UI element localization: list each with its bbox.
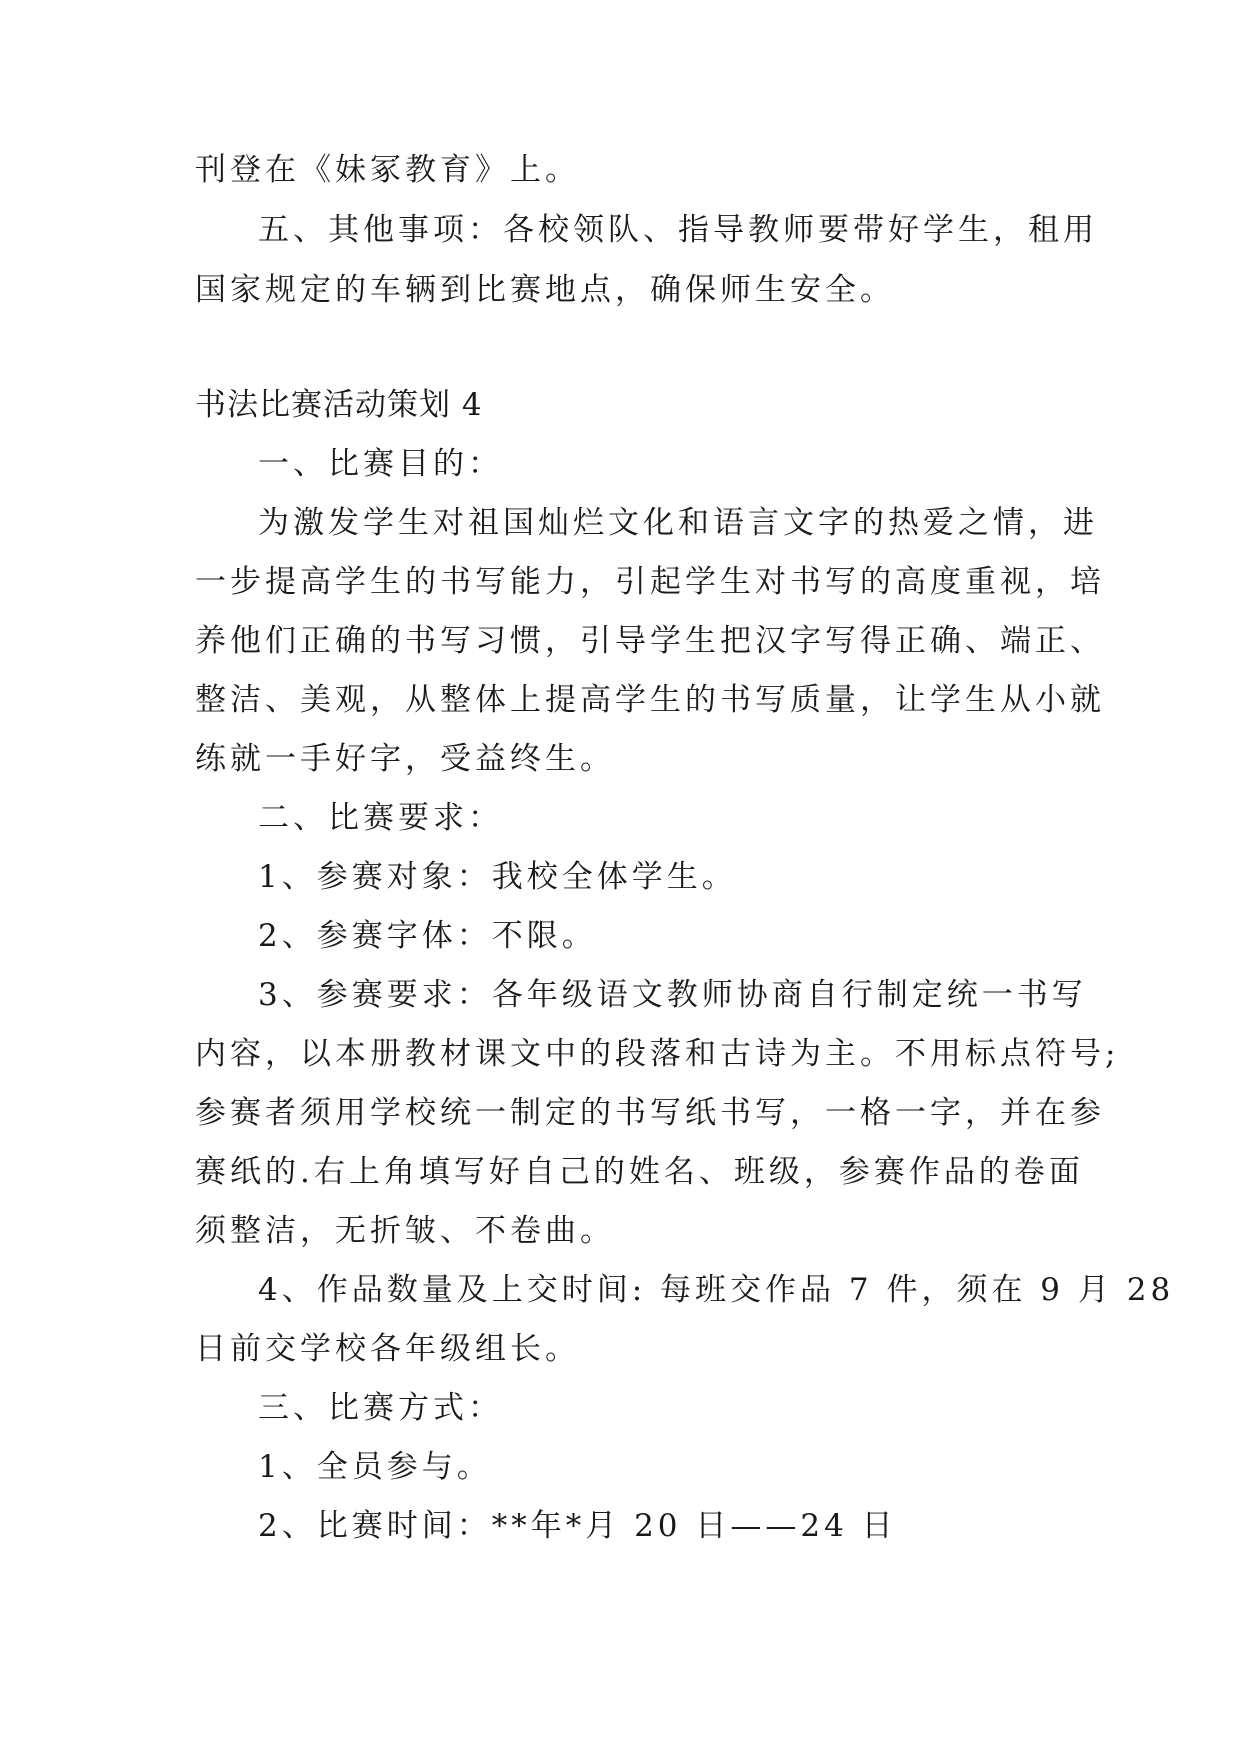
paragraph-line: 国家规定的车辆到比赛地点，确保师生安全。 [195,272,895,308]
paragraph-line: 须整洁，无折皱、不卷曲。 [195,1213,615,1249]
paragraph-line: 一步提高学生的书写能力，引起学生对书写的高度重视，培 [195,564,1105,600]
paragraph-line: 内容，以本册教材课文中的段落和古诗为主。不用标点符号; [195,1036,1120,1072]
list-item: 2、比赛时间：**年*月 20 日——24 日 [258,1508,897,1544]
section-five-line: 五、其他事项：各校领队、指导教师要带好学生，租用 [258,212,1098,248]
subheading-purpose: 一、比赛目的： [258,446,503,482]
subheading-requirements: 二、比赛要求： [258,800,503,836]
subheading-method: 三、比赛方式： [258,1390,503,1426]
list-item: 3、参赛要求：各年级语文教师协商自行制定统一书写 [258,977,1087,1013]
paragraph-line: 赛纸的.右上角填写好自己的姓名、班级，参赛作品的卷面 [195,1154,1084,1190]
paragraph-line: 刊登在《妹冢教育》上。 [195,152,580,188]
section-title: 书法比赛活动策划 4 [195,387,483,423]
paragraph-line: 为激发学生对祖国灿烂文化和语言文字的热爱之情，进 [258,505,1098,541]
paragraph-line: 养他们正确的书写习惯，引导学生把汉字写得正确、端正、 [195,623,1105,659]
list-item: 1、全员参与。 [258,1449,492,1485]
paragraph-line: 整洁、美观，从整体上提高学生的书写质量，让学生从小就 [195,682,1105,718]
list-item: 4、作品数量及上交时间: 每班交作品 7 件，须在 9 月 28 [258,1272,1175,1308]
list-item: 2、参赛字体：不限。 [258,918,597,954]
paragraph-line: 练就一手好字，受益终生。 [195,741,615,777]
paragraph-line: 日前交学校各年级组长。 [195,1331,580,1367]
paragraph-line: 参赛者须用学校统一制定的书写纸书写，一格一字，并在参 [195,1095,1105,1131]
list-item: 1、参赛对象：我校全体学生。 [258,859,737,895]
